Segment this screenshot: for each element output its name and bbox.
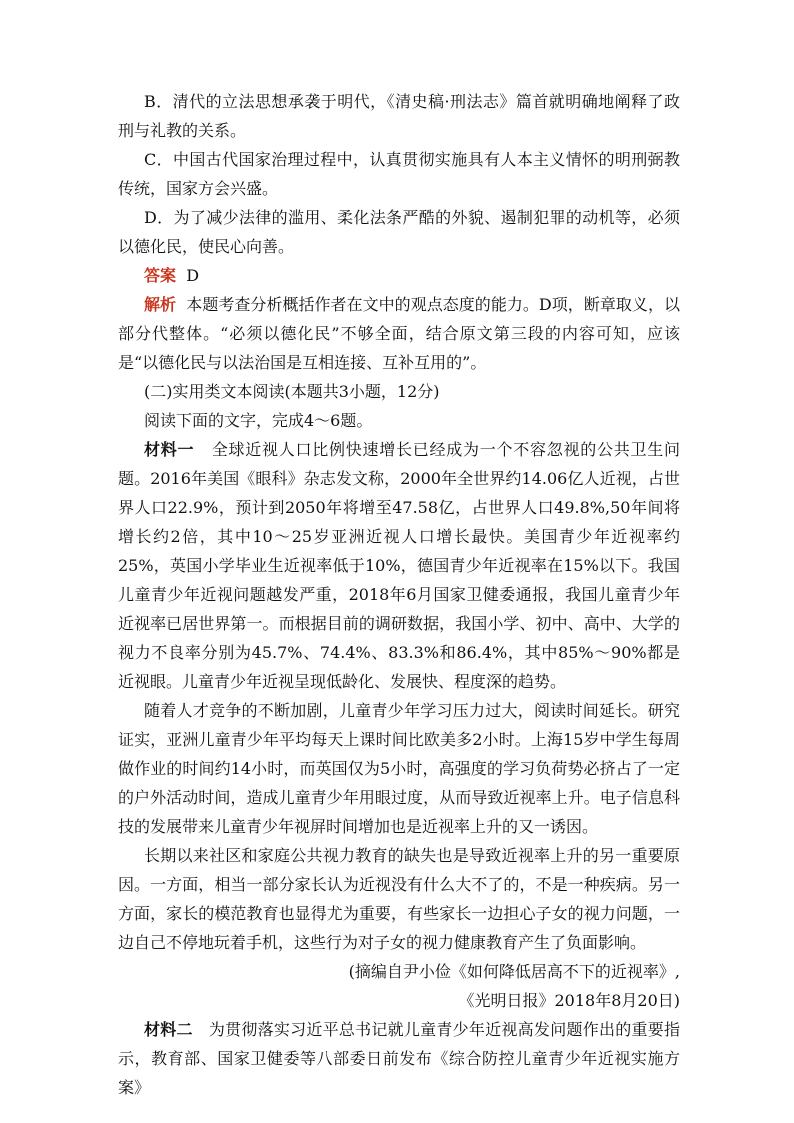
material2-paragraph-1 [118,1015,680,1102]
option-d: D．为了减少法律的滥用、柔化法条严酷的外貌、遏制犯罪的动机等，必须以德化民，使民心向善。 [118,208,680,256]
option-c: C．中国古代国家治理过程中，认真贯彻实施具有人本主义情怀的明刑弼教传统，国家方会兴盛。 [118,150,680,198]
answer-value: D [186,266,200,285]
analysis-label: 解析 [144,295,177,314]
material1-paragraph-2: 随着人才竞争的不断加剧，儿童青少年学习压力过大，阅读时间延长。研究证实，亚洲儿童青少年平均每天上课时间比欧美多2小时。上海15岁中学生每周做作业的时间约14小时，而英国仅为5小时，高强度的学习负荷势必挤占了一定的户外活动时间，造成儿童青少年用眼过度，从而导致近视率上升。电子信息科技的发展带来儿童青少年视屏时间增加也是近视率上升的又一诱因。 [118,701,680,836]
material2-text-1: 为贯彻落实习近平总书记就儿童青少年近视高发问题作出的重要指示，教育部、国家卫健委等八部委日前发布《综合防控儿童青少年近视实施方案》 [118,1020,680,1097]
material2-label: 材料二 [144,1020,193,1039]
answer-line [118,261,680,290]
material1-source-1: (摘编自尹小俭《如何降低居高不下的近视率》, [348,962,680,981]
material1-text-1: 全球近视人口比例快速增长已经成为一个不容忽视的公共卫生问题。2016年美国《眼科》杂志发文称，2000年全世界约14.06亿人近视，占世界人口22.9%，预计到2050年将增至47.58亿，占世界人口49.8%,50年间将增长约2倍，其中10～25岁亚洲近视人口增长最快。美国青少年近视率约25%，英国小学毕业生近视率低于10%，德国青少年近视率在15%以下。我国儿童青少年近视问题越发严重，2018年6月国家卫健委通报，我国儿童青少年近视率已居世界第一。而根据目前的调研数据，我国小学、初中、高中、大学的视力不良率分别为45.7%、74.4%、83.3%和86.4%，其中85%～90%都是近视眼。儿童青少年近视呈现低龄化、发展快、程度深的趋势。 [118,440,680,691]
material1-paragraph-3: 长期以来社区和家庭公共视力教育的缺失也是导致近视率上升的另一重要原因。一方面，相当一部分家长认为近视没有什么大不了的，不是一种疾病。另一方面，家长的模范教育也显得尤为重要，有些家长一边担心子女的视力问题，一边自己不停地玩着手机，这些行为对子女的视力健康教育产生了负面影响。 [118,846,680,952]
document-content [118,87,680,1102]
material1-paragraph-1 [118,435,680,696]
answer-label: 答案 [144,266,177,285]
section-instruction: 阅读下面的文字，完成4～6题。 [144,411,373,430]
option-b: B．清代的立法思想承袭于明代，《清史稿·刑法志》篇首就明确地阐释了政刑与礼教的关系。 [118,92,680,140]
material1-source-2: 《光明日报》2018年8月20日) [458,991,680,1010]
analysis-text: 本题考查分析概括作者在文中的观点态度的能力。D项，断章取义，以部分代整体。“必须以德化民”不够全面，结合原文第三段的内容可知，应该是“以德化民与以法治国是互相连接、互补互用的”。 [118,295,680,372]
section-title: (二)实用类文本阅读(本题共3小题，12分) [144,382,440,401]
material1-label: 材料一 [144,440,195,459]
analysis-paragraph [118,290,680,377]
